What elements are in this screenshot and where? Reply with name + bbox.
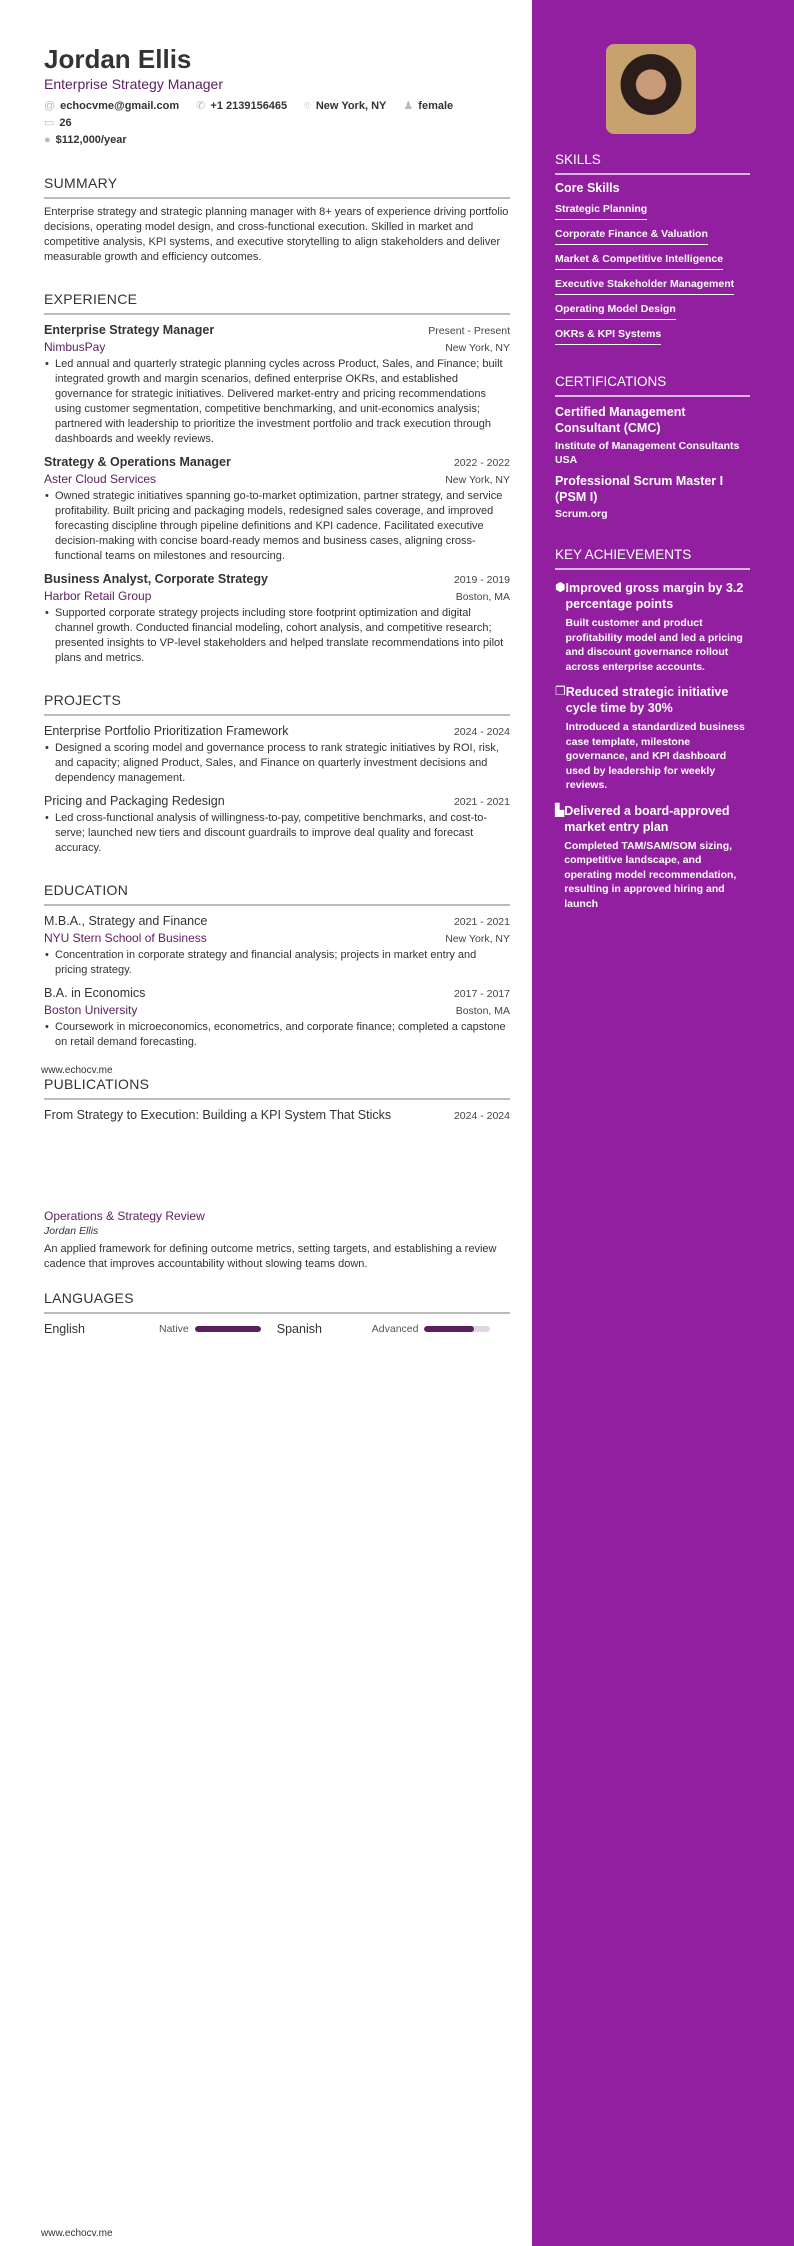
achievement-item xyxy=(555,684,750,793)
calendar-icon: ▭ xyxy=(44,117,55,129)
job-location: New York, NY xyxy=(445,474,510,486)
skill-item: OKRs & KPI Systems xyxy=(555,328,661,345)
education-item xyxy=(44,914,510,978)
project-dates: 2024 - 2024 xyxy=(453,726,510,738)
languages-heading: LANGUAGES xyxy=(44,1290,510,1314)
skill-item: Market & Competitive Intelligence xyxy=(555,253,723,270)
certification-issuer: Scrum.org xyxy=(555,508,608,520)
file-chart-icon: ▙ xyxy=(555,802,565,817)
publication-author: Jordan Ellis xyxy=(44,1225,99,1237)
languages-list xyxy=(44,1322,510,1336)
achievement-item xyxy=(555,803,750,912)
skill-item: Strategic Planning xyxy=(555,203,647,220)
location-icon: ⌾ xyxy=(304,100,311,112)
email[interactable]: echocvme@gmail.com xyxy=(60,100,180,112)
certifications-heading: CERTIFICATIONS xyxy=(555,374,750,397)
documents-icon: ❐ xyxy=(555,684,566,698)
company: Aster Cloud Services xyxy=(44,472,157,486)
project-title: Enterprise Portfolio Prioritization Framework xyxy=(44,724,289,738)
certification-issuer: Institute of Management Consultants USA xyxy=(555,440,740,466)
experience-item xyxy=(44,455,510,564)
degree: B.A. in Economics xyxy=(44,986,146,1000)
skills-group: Core Skills xyxy=(555,181,620,195)
language-level: Advanced xyxy=(371,1323,419,1335)
school: NYU Stern School of Business xyxy=(44,931,207,945)
certification-name: Professional Scrum Master I (PSM I) xyxy=(555,474,724,504)
company: NimbusPay xyxy=(44,340,106,354)
job-dates: Present - Present xyxy=(428,325,510,337)
job-dates: 2019 - 2019 xyxy=(453,574,510,586)
education-dates: 2021 - 2021 xyxy=(453,916,510,928)
job-title: Strategy & Operations Manager xyxy=(44,455,231,469)
skills-section xyxy=(555,152,750,345)
degree: M.B.A., Strategy and Finance xyxy=(44,914,208,928)
language-proficiency-bar xyxy=(424,1326,490,1332)
project-bullet: • Designed a scoring model and governance process to rank strategic initiatives by ROI, risk, and capacity; aligned Product, Sales, and Finance on quarterly investment decisions and dependency management. xyxy=(44,741,510,786)
publications-heading: PUBLICATIONS xyxy=(44,1076,510,1100)
job-title: Business Analyst, Corporate Strategy xyxy=(44,572,268,586)
job-location: Boston, MA xyxy=(455,591,510,603)
publication-description: An applied framework for defining outcome metrics, setting targets, and establishing a review cadence that improves accountability without slowing teams down. xyxy=(44,1243,497,1270)
achievements-heading: KEY ACHIEVEMENTS xyxy=(555,547,750,570)
education-heading: EDUCATION xyxy=(44,882,510,906)
achievement-desc: Introduced a standardized business case template, milestone governance, and KPI dashboard used by leadership for weekly reviews. xyxy=(565,721,745,791)
skill-item: Operating Model Design xyxy=(555,303,676,320)
projects-heading: PROJECTS xyxy=(44,692,510,716)
project-title: Pricing and Packaging Redesign xyxy=(44,794,225,808)
profile-photo xyxy=(606,44,696,134)
person-icon: ♟ xyxy=(403,100,414,112)
salary-icon: ● xyxy=(44,134,51,146)
education-bullet: • Concentration in corporate strategy and financial analysis; projects in market entry and pricing strategy. xyxy=(44,948,510,978)
summary-heading: SUMMARY xyxy=(44,175,510,199)
education-item xyxy=(44,986,510,1050)
footer-link[interactable]: www.echocv.me xyxy=(41,1065,113,1076)
language-name: Spanish xyxy=(276,1322,322,1336)
language-name: English xyxy=(44,1322,85,1336)
sidebar xyxy=(532,0,794,2246)
achievements-section xyxy=(555,547,750,911)
candidate-name: Jordan Ellis xyxy=(44,44,192,74)
skill-item: Executive Stakeholder Management xyxy=(555,278,734,295)
cube-icon: ⬢ xyxy=(555,580,566,594)
project-item xyxy=(44,724,510,786)
candidate-title: Enterprise Strategy Manager xyxy=(44,76,223,92)
school-location: Boston, MA xyxy=(455,1005,510,1017)
achievement-title: Reduced strategic initiative cycle time by 30% xyxy=(565,685,729,715)
skills-heading: SKILLS xyxy=(555,152,750,175)
experience-item xyxy=(44,323,510,447)
gender: female xyxy=(418,100,454,112)
education-bullet: • Coursework in microeconomics, econometrics, and corporate finance; completed a capstone on retail demand forecasting. xyxy=(44,1020,510,1050)
experience-item xyxy=(44,572,510,666)
achievement-item xyxy=(555,580,750,674)
language-proficiency-bar xyxy=(195,1326,261,1332)
summary-text: Enterprise strategy and strategic planning manager with 8+ years of experience driving portfolio decisions, operating model design, and cross-functional execution. Skilled in market and competitive analysis, KPI systems, and executive storytelling to align stakeholders and deliver measurable growth and efficiency outcomes. xyxy=(44,206,509,263)
education-dates: 2017 - 2017 xyxy=(453,988,510,1000)
job-title: Enterprise Strategy Manager xyxy=(44,323,215,337)
phone[interactable]: +1 2139156465 xyxy=(210,100,288,112)
main-column xyxy=(44,44,510,1336)
certification-name: Certified Management Consultant (CMC) xyxy=(555,405,686,435)
project-dates: 2021 - 2021 xyxy=(453,796,510,808)
publication-dates: 2024 - 2024 xyxy=(453,1110,510,1122)
publication-publisher: Operations & Strategy Review xyxy=(44,1209,205,1223)
project-item xyxy=(44,794,510,856)
age: 26 xyxy=(59,117,72,129)
school: Boston University xyxy=(44,1003,138,1017)
contact-info xyxy=(44,98,510,149)
job-location: New York, NY xyxy=(445,342,510,354)
achievement-title: Delivered a board-approved market entry plan xyxy=(564,803,730,834)
skill-item: Corporate Finance & Valuation xyxy=(555,228,708,245)
job-bullet: • Owned strategic initiatives spanning go-to-market optimization, partner strategy, and service profitability. Built pricing and packaging models, redesigned sales coverage, and improved forecasting discipline through pipeline definitions and KPI cadence. Facilitated executive decision-making with concise board-ready memos and business cases, aligning cross-functional teams on milestones and resourcing. xyxy=(44,489,510,564)
experience-heading: EXPERIENCE xyxy=(44,291,510,315)
at-icon: @ xyxy=(44,100,56,112)
job-bullet: • Supported corporate strategy projects including store footprint optimization and digital channel growth. Conducted financial modeling, cohort analysis, and competitive research; presented insights to VP-level stakeholders and helped translate recommendations into pilot plans and metrics. xyxy=(44,606,510,666)
school-location: New York, NY xyxy=(445,933,510,945)
location: New York, NY xyxy=(315,100,387,112)
language-level: Native xyxy=(159,1323,189,1335)
phone-icon: ✆ xyxy=(196,100,206,112)
job-dates: 2022 - 2022 xyxy=(453,457,510,469)
job-bullet: • Led annual and quarterly strategic planning cycles across Product, Sales, and Finance; built integrated growth and margin scenarios, defined enterprise OKRs, and established governance for strategic initiatives. Delivered market-entry and pricing recommendations using customer segmentation, competitive benchmarking, and unit-economics analysis; partnered with leadership to prioritize the investment portfolio and track execution through dashboards and weekly reviews. xyxy=(44,357,510,447)
publication-title: From Strategy to Execution: Building a KPI System That Sticks xyxy=(44,1108,392,1122)
project-bullet: • Led cross-functional analysis of willingness-to-pay, competitive benchmarks, and cost-to-serve; launched new tiers and discount guardrails to improve deal quality and forecast accuracy. xyxy=(44,811,510,856)
achievement-desc: Built customer and product profitability model and led a pricing and discount governance rollout across enterprise accounts. xyxy=(565,617,743,673)
achievement-desc: Completed TAM/SAM/SOM sizing, competitive landscape, and operating model recommendation, resulting in approved hiring and launch xyxy=(564,839,737,910)
company: Harbor Retail Group xyxy=(44,589,152,603)
achievement-title: Improved gross margin by 3.2 percentage points xyxy=(565,581,744,611)
salary: $112,000/year xyxy=(55,134,127,146)
footer-link[interactable]: www.echocv.me xyxy=(41,2228,113,2239)
certifications-section xyxy=(555,374,750,520)
